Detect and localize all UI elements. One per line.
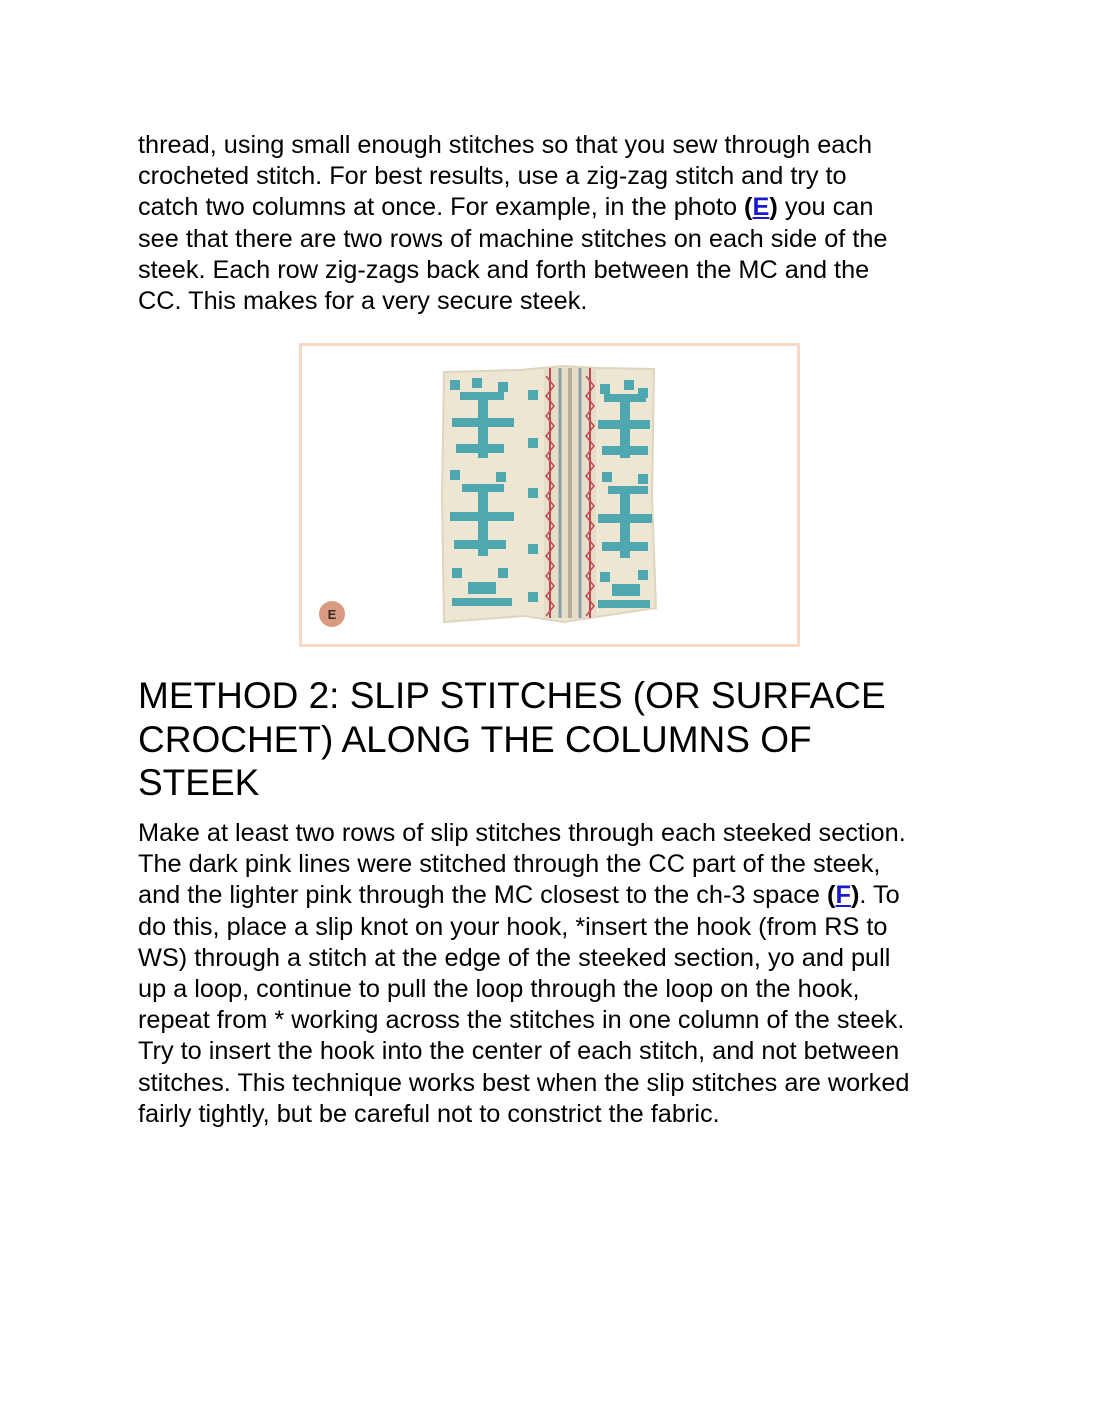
photo-e-link[interactable]: E	[752, 193, 770, 222]
paragraph-slip-stitches	[138, 818, 978, 1130]
paragraph-machine-stitching	[138, 130, 978, 317]
text-line: see that there are two rows of machine stitches on each side of the	[138, 224, 888, 253]
text-line: Try to insert the hook into the center of each stitch, and not between	[138, 1037, 900, 1066]
text-line: and the lighter pink through the MC closest to the ch-3 space (F). To	[138, 881, 900, 910]
text-line: WS) through a stitch at the edge of the steeked section, yo and pull	[138, 943, 891, 972]
heading-line: METHOD 2: SLIP STITCHES (OR SURFACE	[138, 675, 886, 716]
text-line: stitches. This technique works best when the slip stitches are worked	[138, 1068, 910, 1097]
figure-badge-label: E	[327, 607, 337, 622]
text-line: thread, using small enough stitches so that you sew through each	[138, 131, 873, 159]
heading-line: STEEK	[138, 762, 260, 803]
text-line: fairly tightly, but be careful not to constrict the fabric.	[138, 1099, 720, 1128]
text-line: steek. Each row zig-zags back and forth between the MC and the	[138, 255, 870, 284]
text-line: CC. This makes for a very secure steek.	[138, 287, 588, 316]
crochet-steek-photo	[302, 346, 797, 644]
photo-reference-f: (F)	[827, 881, 860, 910]
photo-f-link[interactable]: F	[835, 881, 851, 910]
heading-line: CROCHET) ALONG THE COLUMNS OF	[138, 718, 812, 760]
text-line: do this, place a slip knot on your hook, *insert the hook (from RS to	[138, 912, 888, 941]
text-line: repeat from * working across the stitches in one column of the steek.	[138, 1006, 905, 1035]
text-line: up a loop, continue to pull the loop through the loop on the hook,	[138, 975, 860, 1004]
section-heading-method-2	[138, 674, 978, 805]
text-line: crocheted stitch. For best results, use a zig-zag stitch and try to	[138, 162, 847, 191]
text-line: catch two columns at once. For example, in the photo (E) you can	[138, 193, 874, 222]
photo-reference-e: (E)	[744, 193, 778, 222]
photo-e-figure	[299, 343, 800, 647]
text-line: The dark pink lines were stitched through the CC part of the steek,	[138, 850, 881, 879]
steek-section	[544, 368, 596, 618]
text-line: Make at least two rows of slip stitches through each steeked section.	[138, 819, 906, 847]
